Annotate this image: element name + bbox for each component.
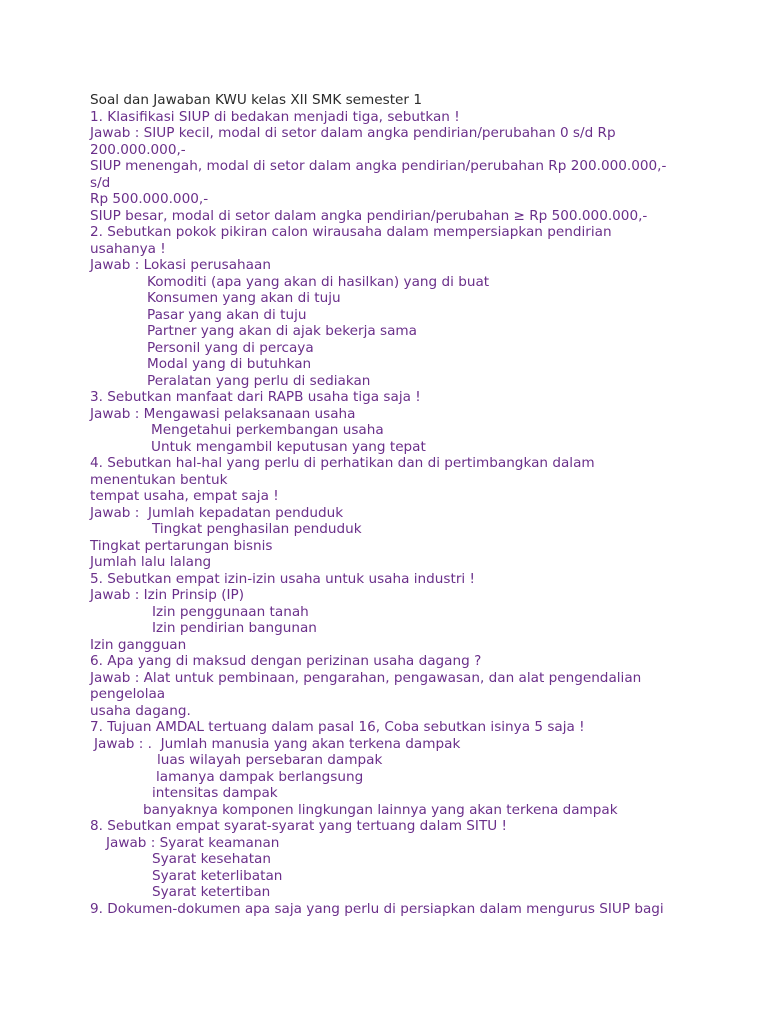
document-body bbox=[90, 92, 690, 917]
text-line: intensitas dampak bbox=[152, 785, 278, 801]
text-line: Konsumen yang akan di tuju bbox=[147, 290, 341, 306]
text-line: Syarat keterlibatan bbox=[152, 867, 283, 884]
text-line: usaha dagang. bbox=[90, 702, 191, 719]
text-line: Tingkat penghasilan penduduk bbox=[152, 521, 362, 537]
text-line: pengelolaa bbox=[90, 686, 166, 702]
text-line: Jawab : Syarat keamanan bbox=[106, 834, 280, 851]
text-line: 7. Tujuan AMDAL tertuang dalam pasal 16, Coba sebutkan isinya 5 saja ! bbox=[90, 719, 585, 735]
text-line: Izin penggunaan tanah bbox=[152, 603, 309, 620]
text-line: 6. Apa yang di maksud dengan perizinan usaha dagang ? bbox=[90, 653, 482, 669]
document-title: Soal dan Jawaban KWU kelas XII SMK semester 1 bbox=[90, 92, 422, 108]
text-line: Izin gangguan bbox=[90, 636, 187, 653]
text-line: Jawab : Mengawasi pelaksanaan usaha bbox=[90, 405, 356, 422]
text-line: s/d bbox=[90, 174, 111, 191]
text-line: 200.000.000,- bbox=[90, 141, 186, 158]
text-line: Modal yang di butuhkan bbox=[147, 356, 312, 372]
text-line: Partner yang akan di ajak bekerja sama bbox=[147, 323, 417, 339]
text-line: Mengetahui perkembangan usaha bbox=[151, 422, 384, 438]
text-line: luas wilayah persebaran dampak bbox=[157, 752, 383, 768]
text-line: 1. Klasifikasi SIUP di bedakan menjadi tiga, sebutkan ! bbox=[90, 108, 460, 125]
text-line: Jawab : Alat untuk pembinaan, pengarahan, pengawasan, dan alat pengendalian bbox=[90, 669, 642, 686]
text-line: Syarat kesehatan bbox=[152, 851, 271, 867]
text-line: 3. Sebutkan manfaat dari RAPB usaha tiga saja ! bbox=[90, 389, 421, 405]
text-line: menentukan bentuk bbox=[90, 471, 228, 488]
text-line: Pasar yang akan di tuju bbox=[147, 306, 307, 323]
text-line: Peralatan yang perlu di sediakan bbox=[147, 372, 371, 389]
text-line: Syarat ketertiban bbox=[152, 884, 271, 900]
text-line: 8. Sebutkan empat syarat-syarat yang tertuang dalam SITU ! bbox=[90, 818, 507, 834]
text-line: Personil yang di percaya bbox=[147, 339, 314, 356]
text-line: 4. Sebutkan hal-hal yang perlu di perhatikan dan di pertimbangkan dalam bbox=[90, 455, 595, 471]
text-line: Jumlah lalu lalang bbox=[90, 554, 212, 570]
text-line: Komoditi (apa yang akan di hasilkan) yang di buat bbox=[147, 273, 490, 290]
text-line: Jawab : SIUP kecil, modal di setor dalam angka pendirian/perubahan 0 s/d Rp bbox=[90, 125, 616, 141]
text-line: SIUP menengah, modal di setor dalam angka pendirian/perubahan Rp 200.000.000,- bbox=[90, 158, 667, 174]
text-line: SIUP besar, modal di setor dalam angka pendirian/perubahan ≥ Rp 500.000.000,- bbox=[90, 207, 648, 224]
text-line: Jawab : . Jumlah manusia yang akan terkena dampak bbox=[94, 735, 461, 752]
text-line: Jawab : Izin Prinsip (IP) bbox=[90, 587, 245, 603]
text-line: usahanya ! bbox=[90, 240, 166, 257]
text-line: Rp 500.000.000,- bbox=[90, 191, 209, 207]
text-line: Tingkat pertarungan bisnis bbox=[90, 537, 273, 554]
text-line: 5. Sebutkan empat izin-izin usaha untuk usaha industri ! bbox=[90, 570, 475, 587]
text-line: Jawab : Lokasi perusahaan bbox=[90, 257, 271, 273]
text-line: Jawab : Jumlah kepadatan penduduk bbox=[90, 504, 344, 521]
text-line: lamanya dampak berlangsung bbox=[156, 768, 364, 785]
text-line: Izin pendirian bangunan bbox=[152, 620, 317, 636]
text-line: tempat usaha, empat saja ! bbox=[90, 488, 279, 504]
text-line: Untuk mengambil keputusan yang tepat bbox=[151, 438, 426, 455]
text-line: 2. Sebutkan pokok pikiran calon wirausaha dalam mempersiapkan pendirian bbox=[90, 224, 612, 240]
text-line: banyaknya komponen lingkungan lainnya yang akan terkena dampak bbox=[143, 801, 618, 818]
text-line: 9. Dokumen-dokumen apa saja yang perlu di persiapkan dalam mengurus SIUP bagi bbox=[90, 900, 664, 917]
